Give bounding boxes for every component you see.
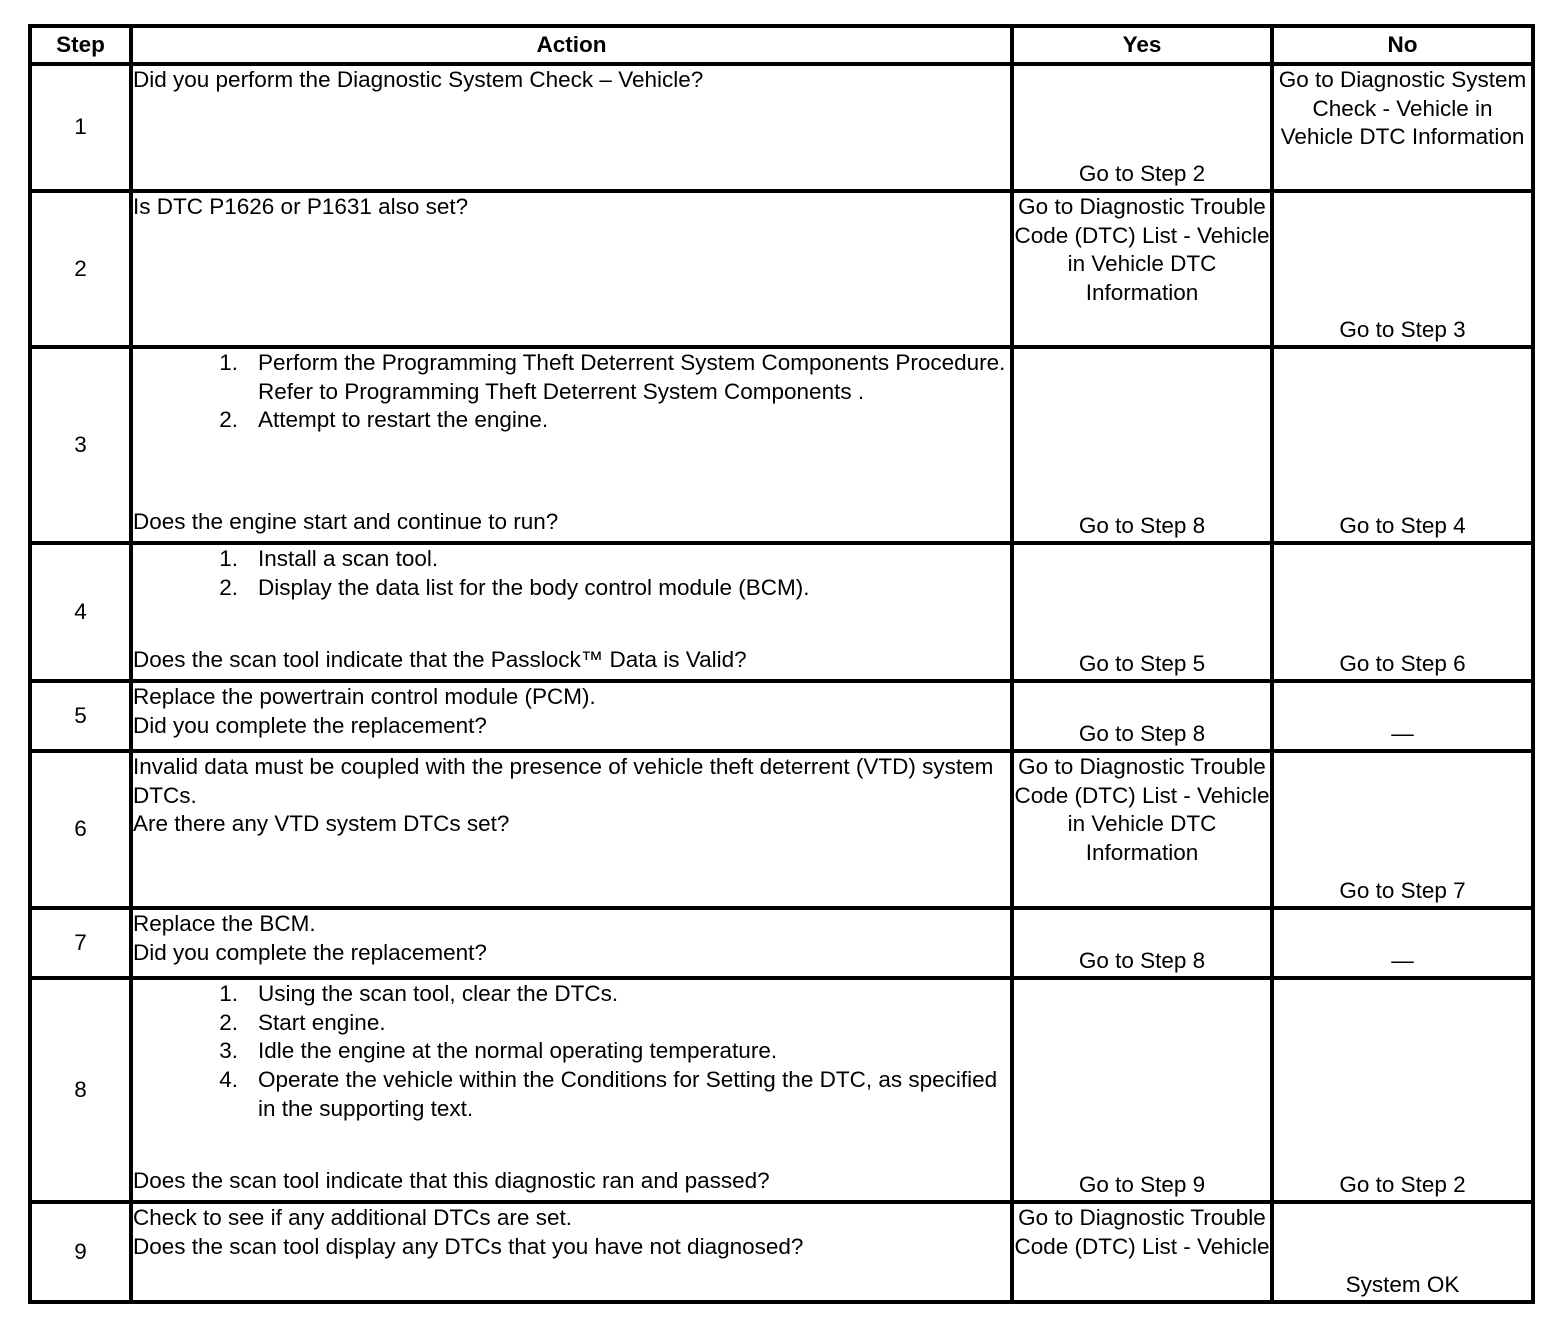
list-item: 4. Operate the vehicle within the Conditions for Setting the DTC, as specified in the supporting text.: [219, 1067, 998, 1121]
action-question: Does the scan tool indicate that the Passlock™ Data is Valid?: [133, 647, 747, 673]
no-cell: Go to Step 7: [1272, 751, 1533, 908]
list-item: 2. Start engine.: [219, 1009, 386, 1035]
step-number: 5: [30, 681, 131, 751]
list-item: 2. Attempt to restart the engine.: [219, 407, 549, 433]
action-cell: [131, 978, 1012, 1202]
no-cell: Go to Step 2: [1272, 978, 1533, 1202]
step-number: 3: [30, 347, 131, 543]
table-row: [30, 347, 1533, 543]
step-number: 8: [30, 978, 131, 1202]
step-number: 1: [30, 64, 131, 191]
action-question: Does the scan tool indicate that this diagnostic ran and passed?: [133, 1168, 770, 1194]
header-row: [30, 26, 1533, 64]
no-cell: Go to Diagnostic System Check - Vehicle in Vehicle DTC Information: [1272, 64, 1533, 191]
header-no: No: [1272, 26, 1533, 64]
header-step: Step: [30, 26, 131, 64]
yes-cell: Go to Step 8: [1012, 347, 1272, 543]
table-row: [30, 681, 1533, 751]
table-row: [30, 751, 1533, 908]
no-cell: Go to Step 6: [1272, 543, 1533, 681]
yes-cell: Go to Step 2: [1012, 64, 1272, 191]
header-action: Action: [131, 26, 1012, 64]
yes-cell: Go to Step 8: [1012, 681, 1272, 751]
action-question: Did you complete the replacement?: [133, 712, 487, 738]
list-item: 1. Install a scan tool.: [219, 546, 439, 571]
no-cell: —: [1272, 681, 1533, 751]
no-cell: System OK: [1272, 1202, 1533, 1302]
yes-cell: Go to Step 5: [1012, 543, 1272, 681]
action-cell: [131, 681, 1012, 751]
action-cell: [131, 191, 1012, 347]
action-cell: [131, 543, 1012, 681]
step-number: 9: [30, 1202, 131, 1302]
step-number: 2: [30, 191, 131, 347]
action-list: [133, 545, 1010, 602]
action-question: Are there any VTD system DTCs set?: [133, 811, 510, 837]
action-text: Invalid data must be coupled with the presence of vehicle theft deterrent (VTD) system DTCs.: [133, 754, 994, 808]
table-row: [30, 1202, 1533, 1302]
yes-cell: Go to Diagnostic Trouble Code (DTC) List - Vehicle in Vehicle DTC Information: [1012, 191, 1272, 347]
table-row: [30, 978, 1533, 1202]
action-cell: [131, 64, 1012, 191]
action-question: Does the engine start and continue to run?: [133, 509, 559, 535]
yes-cell: Go to Diagnostic Trouble Code (DTC) List - Vehicle in Vehicle DTC Information: [1012, 751, 1272, 908]
action-cell: [131, 908, 1012, 978]
yes-cell: Go to Diagnostic Trouble Code (DTC) List - Vehicle: [1012, 1202, 1272, 1302]
table-row: [30, 191, 1533, 347]
yes-cell: Go to Step 9: [1012, 978, 1272, 1202]
action-text: Is DTC P1626 or P1631 also set?: [133, 194, 469, 219]
step-number: 7: [30, 908, 131, 978]
table-row: [30, 908, 1533, 978]
action-question: Does the scan tool display any DTCs that you have not diagnosed?: [133, 1233, 804, 1259]
action-list: [133, 349, 1010, 435]
action-text: Replace the powertrain control module (PCM).: [133, 684, 596, 709]
action-cell: [131, 751, 1012, 908]
table-row: [30, 64, 1533, 191]
step-number: 6: [30, 751, 131, 908]
action-text: Replace the BCM.: [133, 911, 316, 936]
action-cell: [131, 347, 1012, 543]
action-list: [133, 980, 1010, 1124]
list-item: 3. Idle the engine at the normal operating temperature.: [219, 1038, 778, 1064]
list-item: 1. Perform the Programming Theft Deterrent System Components Procedure. Refer to Programming Theft Deterrent System Components .: [219, 350, 1006, 404]
table-row: [30, 543, 1533, 681]
action-cell: [131, 1202, 1012, 1302]
action-question: Did you complete the replacement?: [133, 939, 487, 965]
diagnostic-table: [28, 24, 1535, 1304]
list-item: 2. Display the data list for the body control module (BCM).: [219, 574, 810, 600]
step-number: 4: [30, 543, 131, 681]
list-item: 1. Using the scan tool, clear the DTCs.: [219, 981, 619, 1006]
action-text: Check to see if any additional DTCs are set.: [133, 1205, 572, 1230]
header-yes: Yes: [1012, 26, 1272, 64]
action-text: Did you perform the Diagnostic System Check – Vehicle?: [133, 67, 704, 92]
yes-cell: Go to Step 8: [1012, 908, 1272, 978]
no-cell: Go to Step 3: [1272, 191, 1533, 347]
no-cell: —: [1272, 908, 1533, 978]
no-cell: Go to Step 4: [1272, 347, 1533, 543]
